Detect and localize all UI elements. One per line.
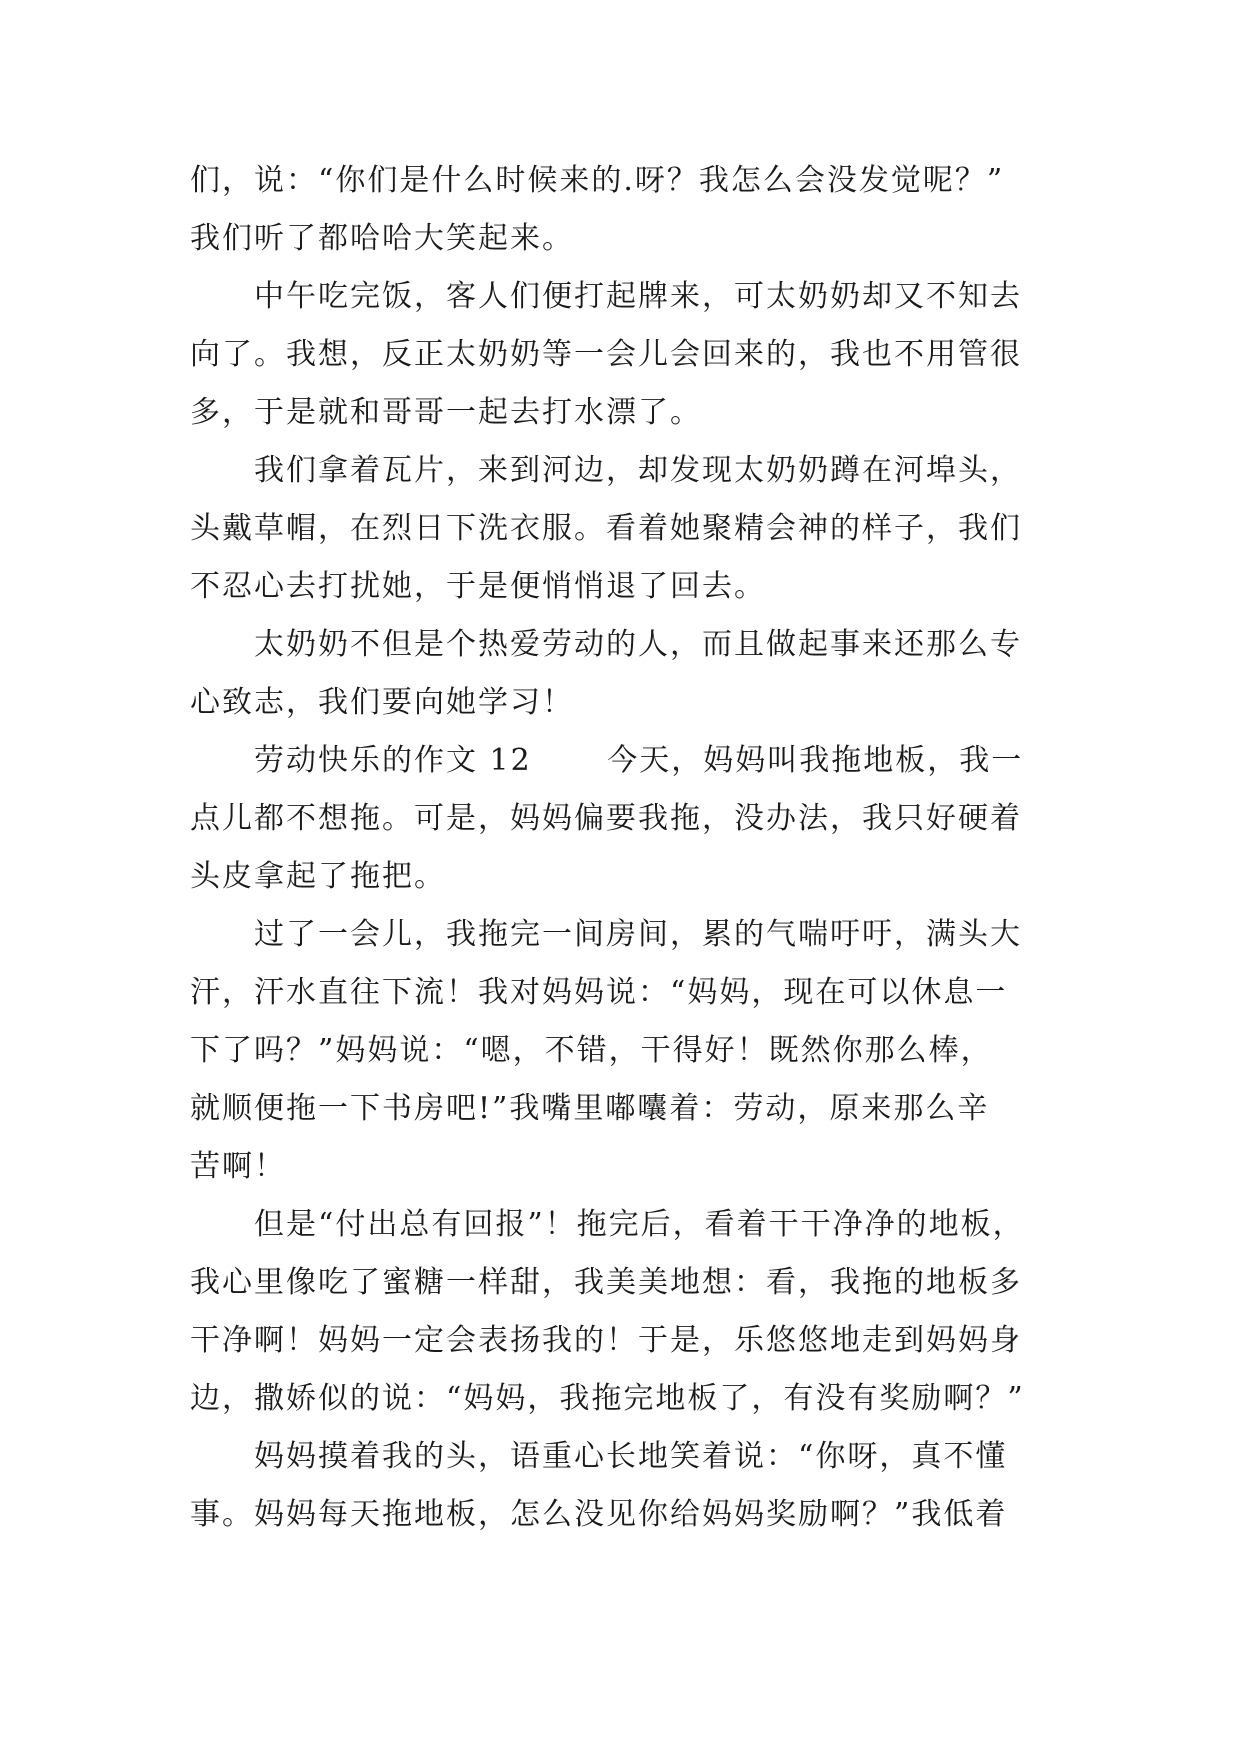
- text-line: 们，说：“你们是什么时候来的.呀？我怎么会没发觉呢？”: [190, 163, 1005, 198]
- text-line: 向了。我想，反正太奶奶等一会儿会回来的，我也不用管很: [190, 337, 1022, 372]
- text-line: 心致志，我们要向她学习！: [190, 685, 574, 720]
- text-line: 过了一会儿，我拖完一间房间，累的气喘吁吁，满头大: [190, 917, 1022, 952]
- essay-text: [190, 152, 1050, 1544]
- text-line: 点儿都不想拖。可是，妈妈偏要我拖，没办法，我只好硬着: [190, 801, 1022, 836]
- text-line: 我们听了都哈哈大笑起来。: [190, 221, 574, 256]
- text-line: 不忍心去打扰她，于是便悄悄退了回去。: [190, 569, 766, 604]
- text-line: 下了吗？”妈妈说：“嗯，不错，干得好！既然你那么棒，: [190, 1033, 993, 1068]
- text-line: 劳动快乐的作文 12 今天，妈妈叫我拖地板，我一: [190, 743, 1024, 778]
- text-line: 干净啊！妈妈一定会表扬我的！于是，乐悠悠地走到妈妈身: [190, 1323, 1022, 1358]
- text-line: 我心里像吃了蜜糖一样甜，我美美地想：看，我拖的地板多: [190, 1265, 1022, 1300]
- text-line: 中午吃完饭，客人们便打起牌来，可太奶奶却又不知去: [190, 279, 1022, 314]
- text-line: 汗，汗水直往下流！我对妈妈说：“妈妈，现在可以休息一: [190, 975, 1008, 1010]
- text-line: 边，撒娇似的说：“妈妈，我拖完地板了，有没有奖励啊？”: [190, 1381, 1025, 1416]
- text-line: 我们拿着瓦片，来到河边，却发现太奶奶蹲在河埠头，: [190, 453, 1022, 488]
- text-line: 苦啊！: [190, 1149, 286, 1184]
- text-line: 太奶奶不但是个热爱劳动的人，而且做起事来还那么专: [190, 627, 1022, 662]
- text-line: 妈妈摸着我的头，语重心长地笑着说：“你呀，真不懂: [190, 1439, 1008, 1474]
- text-line: 多，于是就和哥哥一起去打水漂了。: [190, 395, 702, 430]
- text-line: 就顺便拖一下书房吧!”我嘴里嘟囔着：劳动，原来那么辛: [190, 1091, 990, 1126]
- text-line: 但是“付出总有回报”！拖完后，看着干干净净的地板，: [190, 1207, 1025, 1242]
- text-line: 头戴草帽，在烈日下洗衣服。看着她聚精会神的样子，我们: [190, 511, 1022, 546]
- text-line: 头皮拿起了拖把。: [190, 859, 446, 894]
- text-line: 事。妈妈每天拖地板，怎么没见你给妈妈奖励啊？”我低着: [190, 1497, 1008, 1532]
